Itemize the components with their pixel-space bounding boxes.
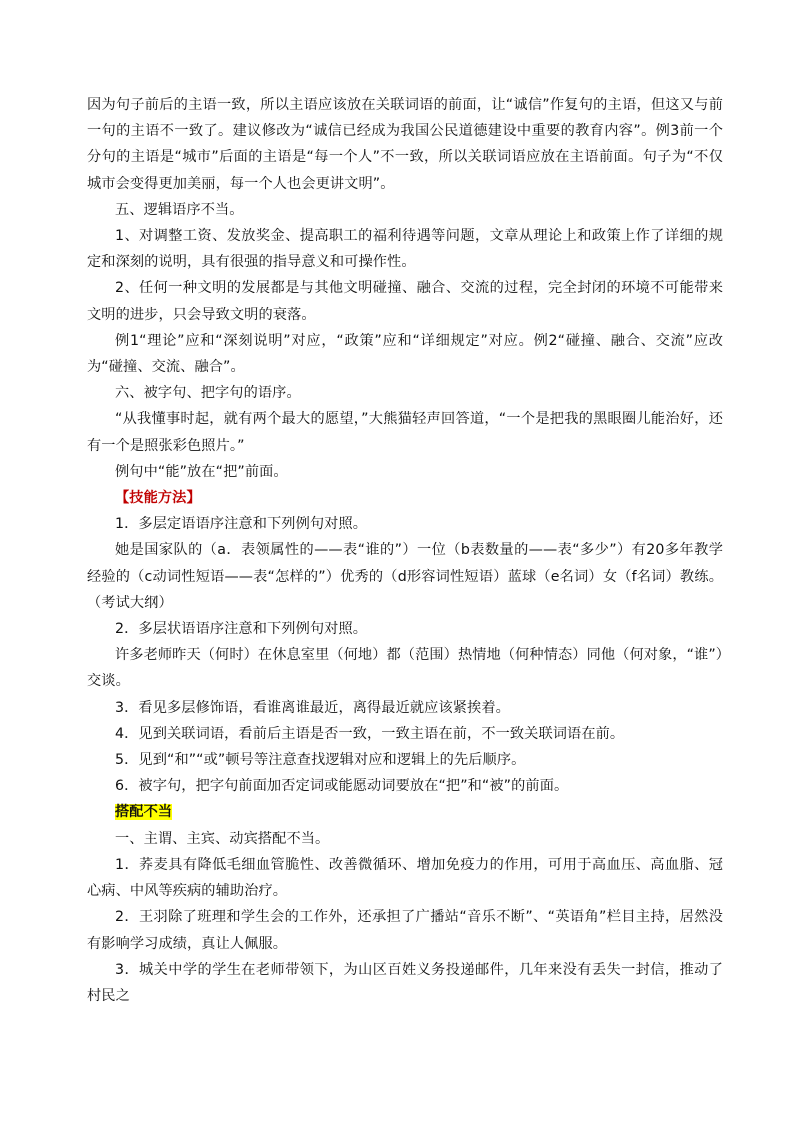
collocation-subheading: 一、主谓、主宾、动宾搭配不当。 [115, 830, 330, 847]
skills-heading-label: 【技能方法】 [115, 490, 201, 507]
skill-5: 5．见到“和”“或”顿号等注意查找逻辑对应和逻辑上的先后顺序。 [115, 752, 526, 769]
example-note: 例句中“能”放在“把”前面。 [115, 463, 288, 480]
collocation-example-3: 3．城关中学的学生在老师带领下，为山区百姓义务投递邮件，几年来没有丢失一封信，推动了村民之 [87, 961, 723, 1004]
skill-2: 2．多层状语语序注意和下列例句对照。 [115, 621, 368, 638]
section-heading-logic-order: 五、逻辑语序不当。 [115, 201, 244, 218]
example-sentence-1: 1、对调整工资、发放奖金、提高职工的福利待遇等问题，文章从理论上和政策上作了详细的规定和深刻的说明，具有很强的指导意义和可操作性。 [87, 228, 723, 271]
skill-4: 4．见到关联词语，看前后主语是否一致，一致主语在前，不一致关联词语在前。 [115, 725, 625, 742]
document-body [87, 92, 723, 1009]
example-quote: “从我懂事时起，就有两个最大的愿望，”大熊猫轻声回答道，“一个是把我的黑眼圈儿能治好，还有一个是照张彩色照片。” [87, 411, 723, 454]
collocation-heading [87, 799, 723, 825]
skills-heading [87, 485, 723, 511]
skill-3: 3．看见多层修饰语，看谁离谁最近，离得最近就应该紧挨着。 [115, 699, 510, 716]
section-heading-passive: 六、被字句、把字句的语序。 [115, 385, 301, 402]
explanation-paragraph: 例1“理论”应和“深刻说明”对应，“政策”应和“详细规定”对应。例2“碰撞、融合、交流”应改为“碰撞、交流、融合”。 [87, 332, 723, 376]
collocation-heading-label: 搭配不当 [115, 804, 173, 821]
example-sentence-2: 2、任何一种文明的发展都是与其他文明碰撞、融合、交流的过程，完全封闭的环境不可能带来文明的进步，只会导致文明的衰落。 [87, 280, 723, 323]
skill-2-example: 许多老师昨天（何时）在休息室里（何地）都（范围）热情地（何种情态）同他（何对象，“谁”）交谈。 [87, 647, 723, 690]
paragraph-continuation: 因为句子前后的主语一致，所以主语应该放在关联词语的前面，让“诚信”作复句的主语，但这又与前一句的主语不一致了。建议修改为“诚信已经成为我国公民道德建设中重要的教育内容”。例3前一个分句的主语是“城市”后面的主语是“每一个人”不一致，所以关联词语应放在主语前面。句子为“不仅城市会变得更加美丽，每一个人也会更讲文明”。 [87, 97, 723, 192]
skill-6: 6．被字句，把字句前面加否定词或能愿动词要放在“把”和“被”的前面。 [115, 778, 569, 795]
collocation-example-2: 2．王羽除了班理和学生会的工作外，还承担了广播站“音乐不断”、“英语角”栏目主持，居然没有影响学习成绩，真让人佩服。 [87, 909, 723, 952]
skill-1: 1．多层定语语序注意和下列例句对照。 [115, 516, 368, 533]
collocation-example-1: 1．荞麦具有降低毛细血管脆性、改善微循环、增加免疫力的作用，可用于高血压、高血脂、冠心病、中风等疾病的辅助治疗。 [87, 856, 723, 900]
skill-1-example: 她是国家队的（a．表领属性的——表“谁的”）一位（b表数量的——表“多少”）有20多年教学经验的（c动词性短语——表“怎样的”）优秀的（d形容词性短语）蓝球（e名词）女（f名词）教练。（考试大纲） [87, 542, 723, 611]
